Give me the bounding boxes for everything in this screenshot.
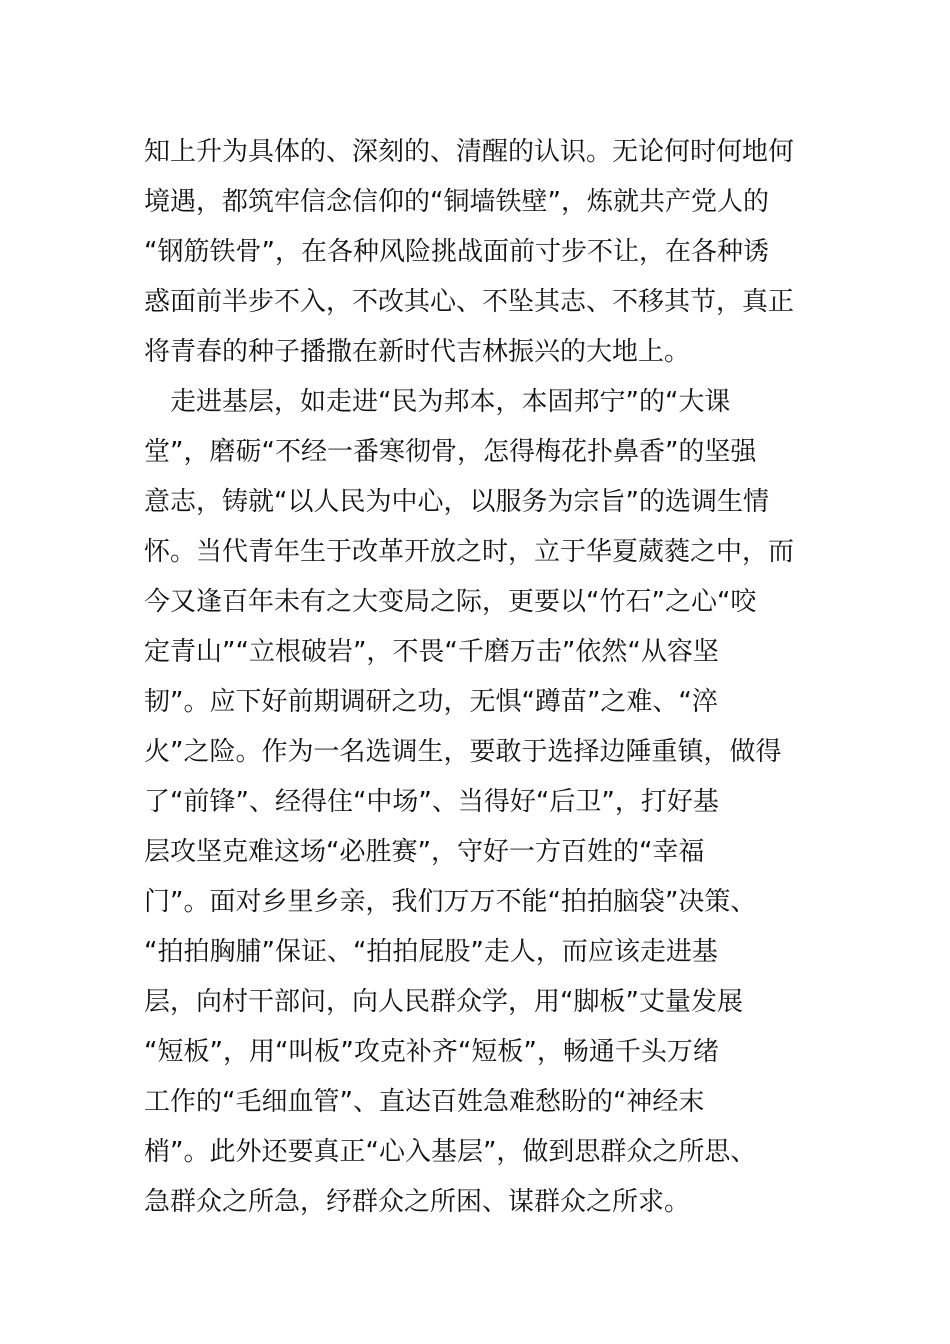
text-line: 走进基层，如走进“民为邦本，本固邦宁”的“大课 [144,387,731,417]
text-line: 了“前锋”、经得住“中场”、当得好“后卫”，打好基 [144,787,719,817]
text-line: 堂”，磨砺“不经一番寒彻骨，怎得梅花扑鼻香”的坚强 [144,437,757,467]
text-line: 梢”。此外还要真正“心入基层”，做到思群众之所思、 [144,1137,757,1167]
text-line: 定青山”“立根破岩”，不畏“千磨万击”依然“从容坚 [144,637,719,667]
paragraph-1 [144,127,814,377]
text-line: 意志，铸就“以人民为中心，以服务为宗旨”的选调生情 [144,487,769,517]
text-line: “短板”，用“叫板”攻克补齐“短板”，畅通千头万绪 [144,1037,719,1067]
text-line: 惑面前半步不入，不改其心、不坠其志、不移其节，真正 [144,287,795,317]
text-line: 将青春的种子播撒在新时代吉林振兴的大地上。 [144,337,691,367]
text-line: 怀。当代青年生于改革开放之时，立于华夏葳蕤之中，而 [144,537,795,567]
text-line: 急群众之所急，纾群众之所困、谋群众之所求。 [144,1187,691,1217]
text-line: 境遇，都筑牢信念信仰的“铜墙铁壁”，炼就共产党人的 [144,187,769,217]
text-line: 层攻坚克难这场“必胜赛”，守好一方百姓的“幸福 [144,837,705,867]
text-line: 工作的“毛细血管”、直达百姓急难愁盼的“神经末 [144,1087,705,1117]
text-line: “拍拍胸脯”保证、“拍拍屁股”走人，而应该走进基 [144,937,718,967]
text-line: 门”。面对乡里乡亲，我们万万不能“拍拍脑袋”决策、 [144,887,757,917]
text-line: 知上升为具体的、深刻的、清醒的认识。无论何时何地何 [144,137,795,167]
text-line: 火”之险。作为一名选调生，要敢于选择边陲重镇，做得 [144,737,782,767]
text-line: “钢筋铁骨”，在各种风险挑战面前寸步不让，在各种诱 [144,237,769,267]
paragraph-2 [144,377,814,1227]
text-line: 今又逢百年未有之大变局之际，更要以“竹石”之心“咬 [144,587,757,617]
text-line: 层，向村干部问，向人民群众学，用“脚板”丈量发展 [144,987,743,1017]
body-text [144,127,814,1227]
text-line: 韧”。应下好前期调研之功，无惧“蹲苗”之难、“淬 [144,687,718,717]
